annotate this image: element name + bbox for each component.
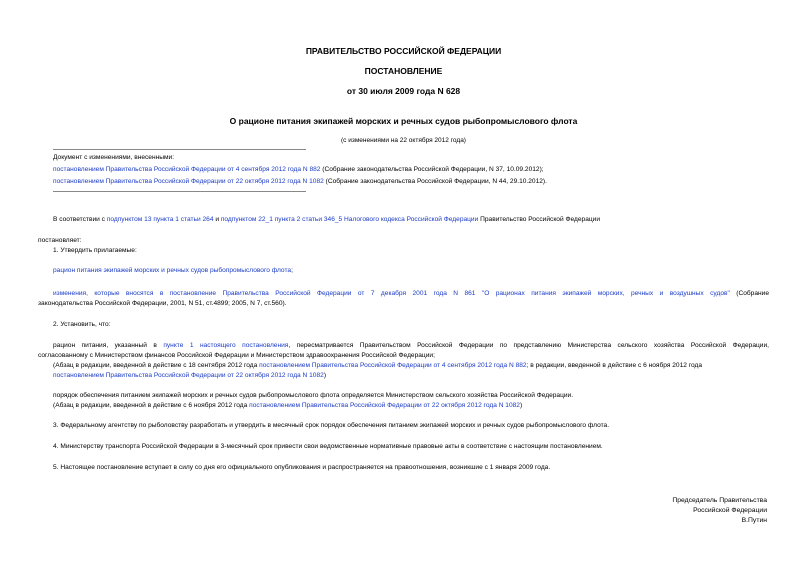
document-title: О рационе питания экипажей морских и речных судов рыбопромыслового флота	[229, 116, 578, 126]
point-4-text: 4. Министерству транспорта Российской Федерации в 3-месячный срок привести свои ведомственные нормативные правовые акты в соответствие с настоящим постановлением.	[53, 443, 603, 450]
changes-item-2	[53, 177, 547, 187]
amendment-link-882[interactable]: постановлением Правительства Российской Федерации от 4 сентября 2012 года N 882	[53, 166, 321, 173]
point-2-paragraph-1: рацион питания, указанный в пункте 1 настоящего постановления, пересматривается Правительством Российской Федерации по представлению Министерства сельского хозяйства Российской Федерации,	[53, 342, 769, 349]
decides-text: постановляет:	[38, 237, 82, 244]
amendment-link-1082[interactable]: постановлением Правительства Российской Федерации от 22 октября 2012 года N 1082	[53, 178, 324, 185]
changes-item-1-tail: (Собрание законодательства Российской Федерации, N 37, 10.09.2012);	[320, 166, 544, 173]
note-1-link-882[interactable]: постановлением Правительства Российской Федерации от 4 сентября 2012 года N 882	[259, 362, 527, 369]
point-2-note-1: (Абзац в редакции, введенной в действие с 18 сентября 2012 года постановлением Правительства Российской Федерации от 4 сентября 2012 года N 882; в редакции, введенной в действие с 6 ноября 2012 года	[53, 362, 703, 369]
signature-position-line-2: Российской Федерации	[693, 507, 767, 514]
point-2-text: 2. Установить, что:	[53, 321, 111, 328]
signature-name: В.Путин	[741, 517, 767, 524]
preamble-paragraph: В соответствии с подпунктом 13 пункта 1 статьи 264 и подпунктом 22_1 пункта 2 статьи 346_5 Налогового кодекса Российской Федерации Правительство Российской Федерации	[53, 216, 601, 223]
point-3-text: 3. Федеральному агентству по рыболовству разработать и утвердить в месячный срок порядок обеспечения питанием экипажей морских и речных судов рыбопромыслового флота.	[53, 422, 610, 429]
point-1-text: 1. Утвердить прилагаемые:	[53, 247, 137, 254]
note-1-link-1082[interactable]: постановлением Правительства Российской Федерации от 22 октября 2012 года N 1082	[53, 372, 324, 379]
tax-code-link-346-5[interactable]: подпунктом 22_1 пункта 2 статьи 346_5 Налогового кодекса Российской Федерации	[220, 216, 479, 223]
changes-intro: Документ с изменениями, внесенными:	[53, 154, 175, 161]
point-5-text: 5. Настоящее постановление вступает в силу со дня его официального опубликования и распространяется на правоотношения, возникшие с 1 января 2009 года.	[53, 464, 551, 471]
point-2-paragraph-1-line-2: согласованному с Министерством финансов Российской Федерации и Министерством здравоохранения Российской Федерации;	[38, 352, 435, 359]
changes-item-2-tail: (Собрание законодательства Российской Федерации, N 44, 29.10.2012).	[323, 178, 547, 185]
signature-position-line-1: Председатель Правительства	[672, 497, 767, 504]
revision-subtitle: (с изменениями на 22 октября 2012 года)	[341, 137, 466, 144]
point-1-item-b-line-2: законодательства Российской Федерации, 2001, N 51, ст.4899; 2005, N 7, ст.560).	[38, 300, 287, 307]
bottom-divider	[53, 191, 306, 192]
document-type-heading: ПОСТАНОВЛЕНИЕ	[364, 66, 443, 76]
ration-link[interactable]: рацион питания экипажей морских и речных судов рыбопромыслового флота	[53, 267, 292, 274]
point-1-item-a: рацион питания экипажей морских и речных судов рыбопромыслового флота;	[53, 267, 293, 274]
date-number-heading: от 30 июля 2009 года N 628	[346, 86, 461, 96]
point-2-note-2: (Абзац в редакции, введенной в действие с 6 ноября 2012 года постановлением Правительства Российской Федерации от 22 октября 2012 года N 1082)	[53, 402, 523, 409]
tax-code-link-264[interactable]: подпунктом 13 пункта 1 статьи 264	[106, 216, 214, 223]
point-1-reference-link[interactable]: пункте 1 настоящего постановления	[163, 342, 289, 349]
point-2-note-1-line-2: постановлением Правительства Российской Федерации от 22 октября 2012 года N 1082)	[53, 372, 327, 379]
changes-item-1	[53, 165, 544, 175]
note-2-link-1082[interactable]: постановлением Правительства Российской Федерации от 22 октября 2012 года N 1082	[249, 402, 520, 409]
top-divider	[53, 149, 306, 150]
point-2-paragraph-2: порядок обеспечения питанием экипажей морских и речных судов рыбопромыслового флота определяется Министерством сельского хозяйства Российской Федерации.	[53, 392, 574, 399]
government-heading: ПРАВИТЕЛЬСТВО РОССИЙСКОЙ ФЕДЕРАЦИИ	[305, 46, 502, 56]
changes-861-link[interactable]: изменения, которые вносятся в постановление Правительства Российской Федерации от 7 декабря 2001 года N 861 "О рационах питания экипажей морских, речных и воздушных судов"	[53, 290, 730, 297]
point-1-item-b: изменения, которые вносятся в постановление Правительства Российской Федерации от 7 декабря 2001 года N 861 "О рационах питания экипажей морских, речных и воздушных судов" (Собрание	[53, 290, 769, 297]
